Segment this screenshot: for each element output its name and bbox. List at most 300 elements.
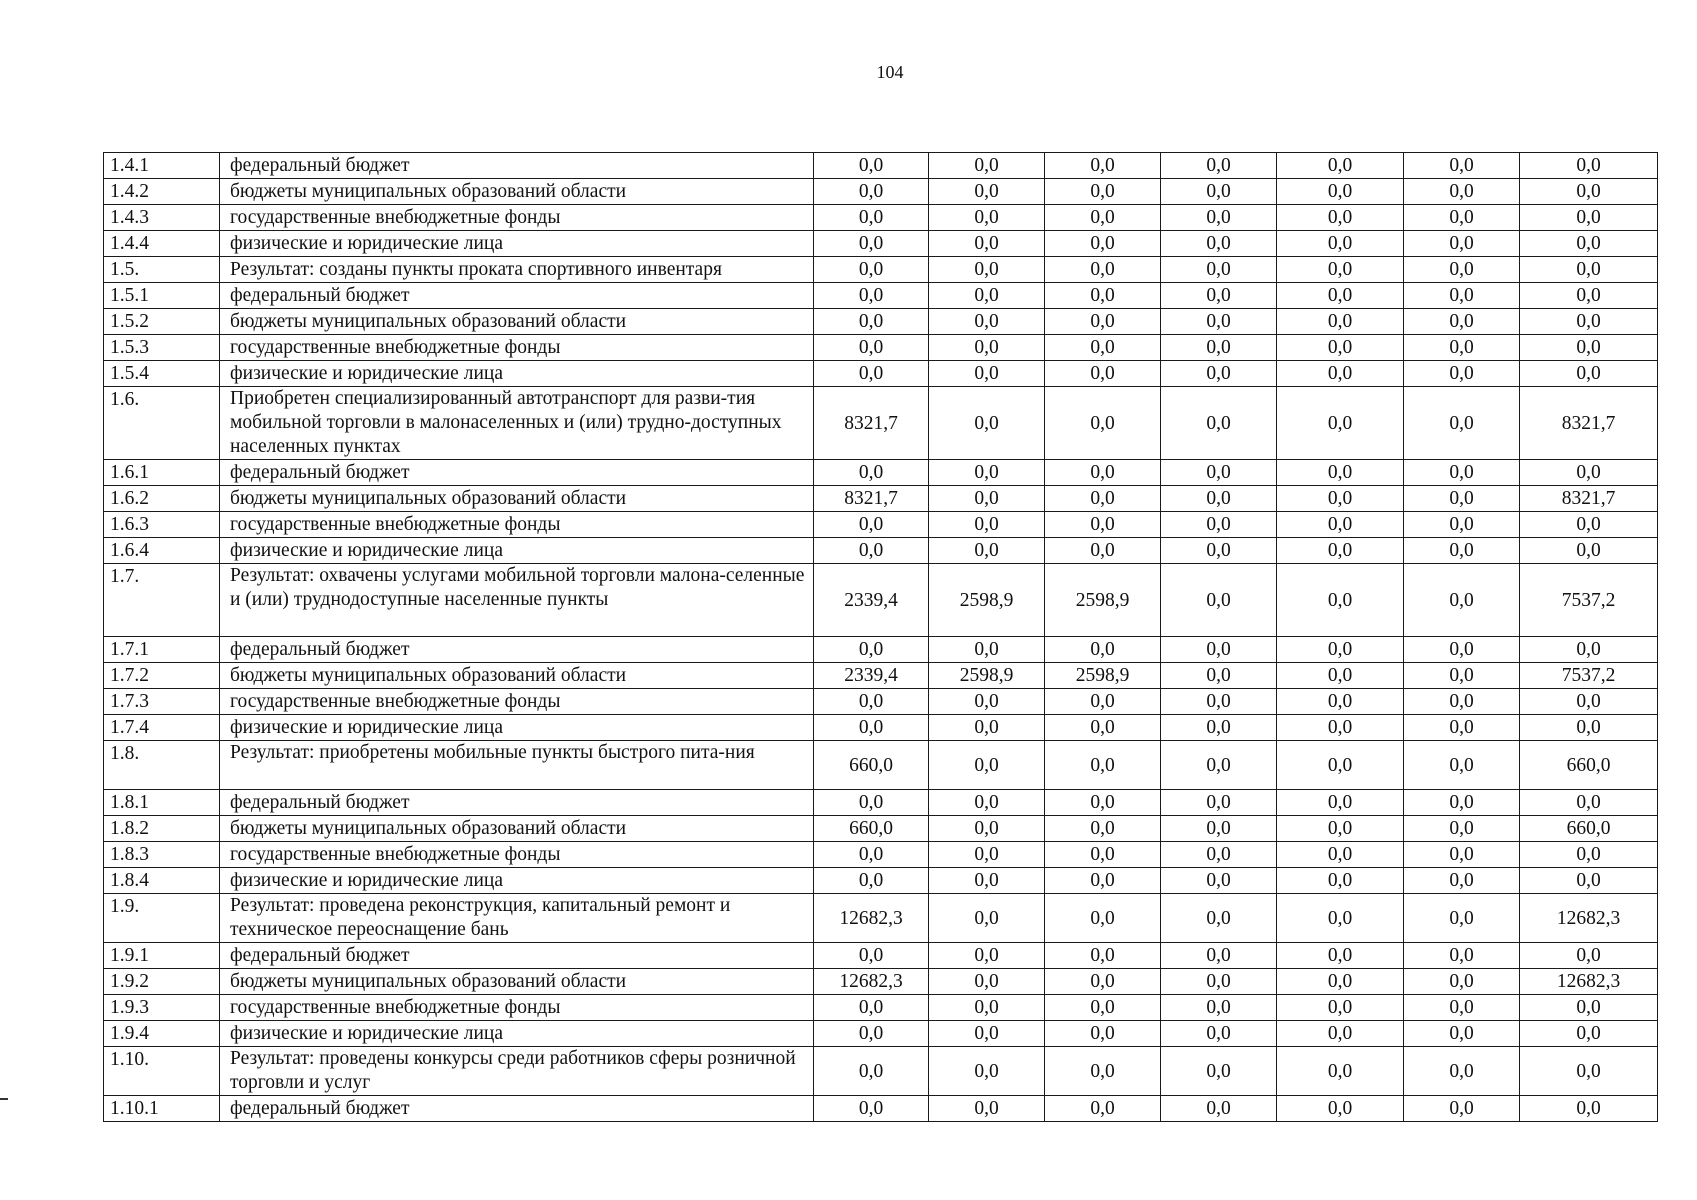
value-cell: 0,0 [1520,460,1658,486]
value-cell: 0,0 [1045,205,1161,231]
table-row [104,387,1658,460]
value-cell: 0,0 [1404,1047,1520,1096]
value-cell: 0,0 [1404,663,1520,689]
value-cell: 2598,9 [929,663,1045,689]
value-cell: 0,0 [1277,969,1404,995]
row-number-cell: 1.10. [104,1047,220,1096]
value-cell: 0,0 [929,387,1045,460]
value-cell: 0,0 [1161,689,1277,715]
table-row [104,512,1658,538]
value-cell: 0,0 [929,741,1045,790]
value-cell: 0,0 [1520,538,1658,564]
value-cell: 0,0 [814,512,929,538]
value-cell: 0,0 [1277,335,1404,361]
value-cell: 0,0 [929,486,1045,512]
row-number-cell: 1.9.1 [104,943,220,969]
value-cell: 0,0 [814,689,929,715]
value-cell: 0,0 [1277,995,1404,1021]
value-cell: 0,0 [1045,153,1161,179]
table-row [104,790,1658,816]
value-cell: 0,0 [1277,512,1404,538]
value-cell: 0,0 [1520,689,1658,715]
table-row [104,969,1658,995]
value-cell: 0,0 [1404,486,1520,512]
value-cell: 0,0 [1520,1021,1658,1047]
value-cell: 0,0 [1045,387,1161,460]
value-cell: 0,0 [1045,995,1161,1021]
value-cell: 0,0 [1277,361,1404,387]
row-number-cell: 1.8.2 [104,816,220,842]
row-number-cell: 1.8.3 [104,842,220,868]
value-cell: 0,0 [929,538,1045,564]
value-cell: 0,0 [1404,257,1520,283]
table-row [104,335,1658,361]
value-cell: 0,0 [1277,637,1404,663]
value-cell: 0,0 [1161,741,1277,790]
value-cell: 0,0 [814,283,929,309]
value-cell: 0,0 [1161,816,1277,842]
value-cell: 0,0 [1161,283,1277,309]
value-cell: 0,0 [1277,1096,1404,1122]
value-cell: 0,0 [1161,153,1277,179]
value-cell: 0,0 [1404,153,1520,179]
row-description-cell: федеральный бюджет [220,637,814,663]
table-row [104,361,1658,387]
value-cell: 0,0 [1045,842,1161,868]
row-description-cell: федеральный бюджет [220,943,814,969]
value-cell: 0,0 [814,335,929,361]
value-cell: 0,0 [929,969,1045,995]
value-cell: 0,0 [1161,257,1277,283]
value-cell: 0,0 [1277,283,1404,309]
table-row [104,231,1658,257]
value-cell: 0,0 [1277,486,1404,512]
table-row [104,538,1658,564]
value-cell: 0,0 [1404,868,1520,894]
budget-table-container [103,152,1657,1122]
row-description-cell: бюджеты муниципальных образований области [220,486,814,512]
value-cell: 0,0 [1045,283,1161,309]
value-cell: 0,0 [1045,257,1161,283]
value-cell: 0,0 [929,335,1045,361]
value-cell: 0,0 [1520,179,1658,205]
value-cell: 0,0 [1161,1047,1277,1096]
value-cell: 0,0 [1404,460,1520,486]
value-cell: 660,0 [1520,816,1658,842]
row-description-cell: физические и юридические лица [220,1021,814,1047]
value-cell: 0,0 [929,995,1045,1021]
value-cell: 0,0 [1161,995,1277,1021]
value-cell: 0,0 [1277,205,1404,231]
table-row [104,460,1658,486]
value-cell: 0,0 [1520,868,1658,894]
table-row [104,205,1658,231]
row-description-cell: федеральный бюджет [220,460,814,486]
value-cell: 0,0 [929,868,1045,894]
value-cell: 0,0 [1161,969,1277,995]
row-description-cell: федеральный бюджет [220,790,814,816]
value-cell: 0,0 [1404,564,1520,637]
value-cell: 0,0 [1520,309,1658,335]
value-cell: 7537,2 [1520,663,1658,689]
value-cell: 0,0 [814,361,929,387]
table-row [104,842,1658,868]
value-cell: 0,0 [929,715,1045,741]
row-description-cell: Результат: созданы пункты проката спортивного инвентаря [220,257,814,283]
value-cell: 660,0 [1520,741,1658,790]
value-cell: 0,0 [929,790,1045,816]
value-cell: 0,0 [1520,1047,1658,1096]
value-cell: 0,0 [814,842,929,868]
value-cell: 0,0 [1045,179,1161,205]
value-cell: 0,0 [929,1096,1045,1122]
row-number-cell: 1.8.1 [104,790,220,816]
row-description-cell: бюджеты муниципальных образований области [220,816,814,842]
row-number-cell: 1.9. [104,894,220,943]
value-cell: 0,0 [1045,1047,1161,1096]
value-cell: 0,0 [929,309,1045,335]
row-number-cell: 1.5.1 [104,283,220,309]
value-cell: 0,0 [1161,538,1277,564]
value-cell: 0,0 [929,361,1045,387]
value-cell: 8321,7 [814,486,929,512]
value-cell: 7537,2 [1520,564,1658,637]
row-number-cell: 1.4.2 [104,179,220,205]
table-row [104,486,1658,512]
table-row [104,1047,1658,1096]
value-cell: 0,0 [1404,1021,1520,1047]
value-cell: 0,0 [1404,309,1520,335]
value-cell: 8321,7 [814,387,929,460]
value-cell: 0,0 [1404,842,1520,868]
value-cell: 8321,7 [1520,387,1658,460]
value-cell: 0,0 [1045,943,1161,969]
value-cell: 0,0 [929,943,1045,969]
table-row [104,868,1658,894]
row-number-cell: 1.5.4 [104,361,220,387]
row-description-cell: бюджеты муниципальных образований области [220,179,814,205]
value-cell: 0,0 [1404,715,1520,741]
value-cell: 0,0 [1520,283,1658,309]
table-row [104,741,1658,790]
row-description-cell: государственные внебюджетные фонды [220,689,814,715]
row-number-cell: 1.4.1 [104,153,220,179]
table-row [104,943,1658,969]
value-cell: 0,0 [1277,842,1404,868]
value-cell: 0,0 [814,943,929,969]
value-cell: 0,0 [814,179,929,205]
table-row [104,637,1658,663]
value-cell: 0,0 [1277,460,1404,486]
value-cell: 0,0 [814,1096,929,1122]
value-cell: 0,0 [1404,790,1520,816]
value-cell: 0,0 [814,231,929,257]
table-row [104,995,1658,1021]
value-cell: 0,0 [1161,387,1277,460]
value-cell: 0,0 [1277,741,1404,790]
row-number-cell: 1.6. [104,387,220,460]
row-number-cell: 1.8. [104,741,220,790]
value-cell: 0,0 [1045,637,1161,663]
row-description-cell: физические и юридические лица [220,231,814,257]
value-cell: 0,0 [1161,361,1277,387]
row-number-cell: 1.6.4 [104,538,220,564]
value-cell: 0,0 [929,816,1045,842]
value-cell: 0,0 [1520,257,1658,283]
value-cell: 0,0 [1277,1047,1404,1096]
row-description-cell: Результат: охвачены услугами мобильной торговли малона-селенные и (или) труднодоступные населенные пункты [220,564,814,637]
row-description-cell: Результат: приобретены мобильные пункты быстрого пита-ния [220,741,814,790]
row-description-cell: федеральный бюджет [220,153,814,179]
value-cell: 0,0 [1161,637,1277,663]
value-cell: 0,0 [1277,894,1404,943]
value-cell: 0,0 [929,1047,1045,1096]
table-row [104,1096,1658,1122]
value-cell: 0,0 [1161,943,1277,969]
value-cell: 0,0 [1277,231,1404,257]
value-cell: 0,0 [1045,741,1161,790]
value-cell: 0,0 [1277,309,1404,335]
value-cell: 0,0 [1404,361,1520,387]
row-description-cell: физические и юридические лица [220,538,814,564]
value-cell: 0,0 [1520,512,1658,538]
table-row [104,257,1658,283]
row-number-cell: 1.7.4 [104,715,220,741]
value-cell: 0,0 [814,1047,929,1096]
value-cell: 0,0 [1045,460,1161,486]
table-row [104,894,1658,943]
value-cell: 0,0 [1277,538,1404,564]
value-cell: 0,0 [1404,995,1520,1021]
table-row [104,689,1658,715]
value-cell: 0,0 [929,689,1045,715]
value-cell: 0,0 [1404,816,1520,842]
value-cell: 2598,9 [1045,564,1161,637]
value-cell: 0,0 [1045,538,1161,564]
value-cell: 0,0 [1045,715,1161,741]
value-cell: 0,0 [1161,309,1277,335]
value-cell: 0,0 [1045,1096,1161,1122]
value-cell: 0,0 [1161,894,1277,943]
value-cell: 0,0 [1404,538,1520,564]
value-cell: 0,0 [1161,1096,1277,1122]
value-cell: 0,0 [1404,689,1520,715]
table-row [104,309,1658,335]
row-number-cell: 1.6.2 [104,486,220,512]
value-cell: 2598,9 [1045,663,1161,689]
value-cell: 0,0 [1277,689,1404,715]
value-cell: 0,0 [1520,1096,1658,1122]
value-cell: 0,0 [1404,1096,1520,1122]
value-cell: 0,0 [1045,486,1161,512]
value-cell: 2339,4 [814,564,929,637]
row-number-cell: 1.4.4 [104,231,220,257]
row-number-cell: 1.7.1 [104,637,220,663]
row-description-cell: федеральный бюджет [220,1096,814,1122]
value-cell: 0,0 [929,637,1045,663]
row-number-cell: 1.6.3 [104,512,220,538]
row-number-cell: 1.7. [104,564,220,637]
row-number-cell: 1.9.3 [104,995,220,1021]
value-cell: 660,0 [814,816,929,842]
value-cell: 0,0 [929,842,1045,868]
table-row [104,564,1658,637]
row-number-cell: 1.8.4 [104,868,220,894]
value-cell: 0,0 [1404,387,1520,460]
row-description-cell: Результат: проведены конкурсы среди работников сферы розничной торговли и услуг [220,1047,814,1096]
row-description-cell: физические и юридические лица [220,361,814,387]
value-cell: 0,0 [1404,205,1520,231]
value-cell: 0,0 [1404,969,1520,995]
value-cell: 0,0 [1520,361,1658,387]
value-cell: 0,0 [1520,153,1658,179]
value-cell: 0,0 [1277,715,1404,741]
value-cell: 0,0 [1277,663,1404,689]
value-cell: 0,0 [1161,512,1277,538]
row-number-cell: 1.5.2 [104,309,220,335]
value-cell: 12682,3 [814,969,929,995]
value-cell: 0,0 [1404,179,1520,205]
row-number-cell: 1.5.3 [104,335,220,361]
value-cell: 0,0 [1277,564,1404,637]
value-cell: 0,0 [1404,283,1520,309]
value-cell: 0,0 [814,868,929,894]
page-number: 104 [876,62,904,82]
value-cell: 0,0 [1277,179,1404,205]
value-cell: 0,0 [1045,894,1161,943]
value-cell: 0,0 [1404,335,1520,361]
value-cell: 0,0 [1520,790,1658,816]
value-cell: 0,0 [1520,715,1658,741]
value-cell: 0,0 [814,205,929,231]
value-cell: 0,0 [1045,335,1161,361]
value-cell: 0,0 [1520,637,1658,663]
row-number-cell: 1.7.3 [104,689,220,715]
value-cell: 0,0 [1520,335,1658,361]
value-cell: 0,0 [1277,868,1404,894]
row-number-cell: 1.6.1 [104,460,220,486]
table-row [104,153,1658,179]
row-description-cell: государственные внебюджетные фонды [220,335,814,361]
value-cell: 0,0 [1520,231,1658,257]
row-number-cell: 1.9.4 [104,1021,220,1047]
value-cell: 0,0 [814,637,929,663]
table-row [104,179,1658,205]
table-body [104,153,1658,1122]
value-cell: 0,0 [1045,309,1161,335]
value-cell: 0,0 [814,715,929,741]
value-cell: 0,0 [1161,179,1277,205]
row-description-cell: бюджеты муниципальных образований области [220,969,814,995]
value-cell: 0,0 [814,790,929,816]
value-cell: 0,0 [929,179,1045,205]
value-cell: 0,0 [1277,257,1404,283]
value-cell: 0,0 [1045,790,1161,816]
value-cell: 12682,3 [1520,894,1658,943]
value-cell: 0,0 [1161,564,1277,637]
value-cell: 0,0 [1277,153,1404,179]
value-cell: 0,0 [1161,205,1277,231]
value-cell: 0,0 [929,460,1045,486]
row-description-cell: государственные внебюджетные фонды [220,205,814,231]
value-cell: 0,0 [1520,943,1658,969]
value-cell: 0,0 [1045,816,1161,842]
value-cell: 0,0 [1161,842,1277,868]
value-cell: 0,0 [1161,460,1277,486]
value-cell: 0,0 [1045,969,1161,995]
value-cell: 0,0 [814,309,929,335]
value-cell: 0,0 [814,460,929,486]
value-cell: 0,0 [1161,790,1277,816]
margin-mark [0,1098,8,1100]
value-cell: 0,0 [1277,816,1404,842]
table-row [104,663,1658,689]
value-cell: 0,0 [1161,335,1277,361]
row-description-cell: Результат: проведена реконструкция, капитальный ремонт и техническое переоснащение бань [220,894,814,943]
value-cell: 0,0 [1161,868,1277,894]
row-number-cell: 1.9.2 [104,969,220,995]
row-description-cell: государственные внебюджетные фонды [220,842,814,868]
value-cell: 660,0 [814,741,929,790]
row-number-cell: 1.4.3 [104,205,220,231]
value-cell: 0,0 [1520,842,1658,868]
value-cell: 0,0 [1161,1021,1277,1047]
value-cell: 0,0 [929,512,1045,538]
row-number-cell: 1.5. [104,257,220,283]
value-cell: 0,0 [929,283,1045,309]
table-row [104,816,1658,842]
value-cell: 0,0 [929,257,1045,283]
value-cell: 0,0 [814,257,929,283]
row-number-cell: 1.7.2 [104,663,220,689]
row-description-cell: государственные внебюджетные фонды [220,995,814,1021]
value-cell: 0,0 [814,1021,929,1047]
value-cell: 0,0 [814,538,929,564]
table-row [104,715,1658,741]
row-description-cell: бюджеты муниципальных образований области [220,309,814,335]
value-cell: 0,0 [1277,943,1404,969]
value-cell: 0,0 [1404,512,1520,538]
value-cell: 0,0 [1161,231,1277,257]
value-cell: 0,0 [1045,512,1161,538]
value-cell: 0,0 [1404,741,1520,790]
value-cell: 0,0 [1045,1021,1161,1047]
value-cell: 0,0 [1045,868,1161,894]
value-cell: 0,0 [929,1021,1045,1047]
value-cell: 12682,3 [814,894,929,943]
value-cell: 0,0 [1277,1021,1404,1047]
value-cell: 0,0 [1277,387,1404,460]
value-cell: 0,0 [1404,894,1520,943]
value-cell: 0,0 [1277,790,1404,816]
value-cell: 0,0 [814,153,929,179]
value-cell: 12682,3 [1520,969,1658,995]
value-cell: 0,0 [929,231,1045,257]
value-cell: 0,0 [1520,205,1658,231]
value-cell: 0,0 [929,205,1045,231]
value-cell: 0,0 [1045,231,1161,257]
value-cell: 0,0 [1161,663,1277,689]
value-cell: 0,0 [814,995,929,1021]
row-description-cell: Приобретен специализированный автотранспорт для разви-тия мобильной торговли в малонаселенных и (или) трудно-доступных населенных пунктах [220,387,814,460]
value-cell: 0,0 [1045,689,1161,715]
row-description-cell: бюджеты муниципальных образований области [220,663,814,689]
value-cell: 8321,7 [1520,486,1658,512]
row-number-cell: 1.10.1 [104,1096,220,1122]
row-description-cell: физические и юридические лица [220,715,814,741]
value-cell: 0,0 [929,894,1045,943]
row-description-cell: федеральный бюджет [220,283,814,309]
